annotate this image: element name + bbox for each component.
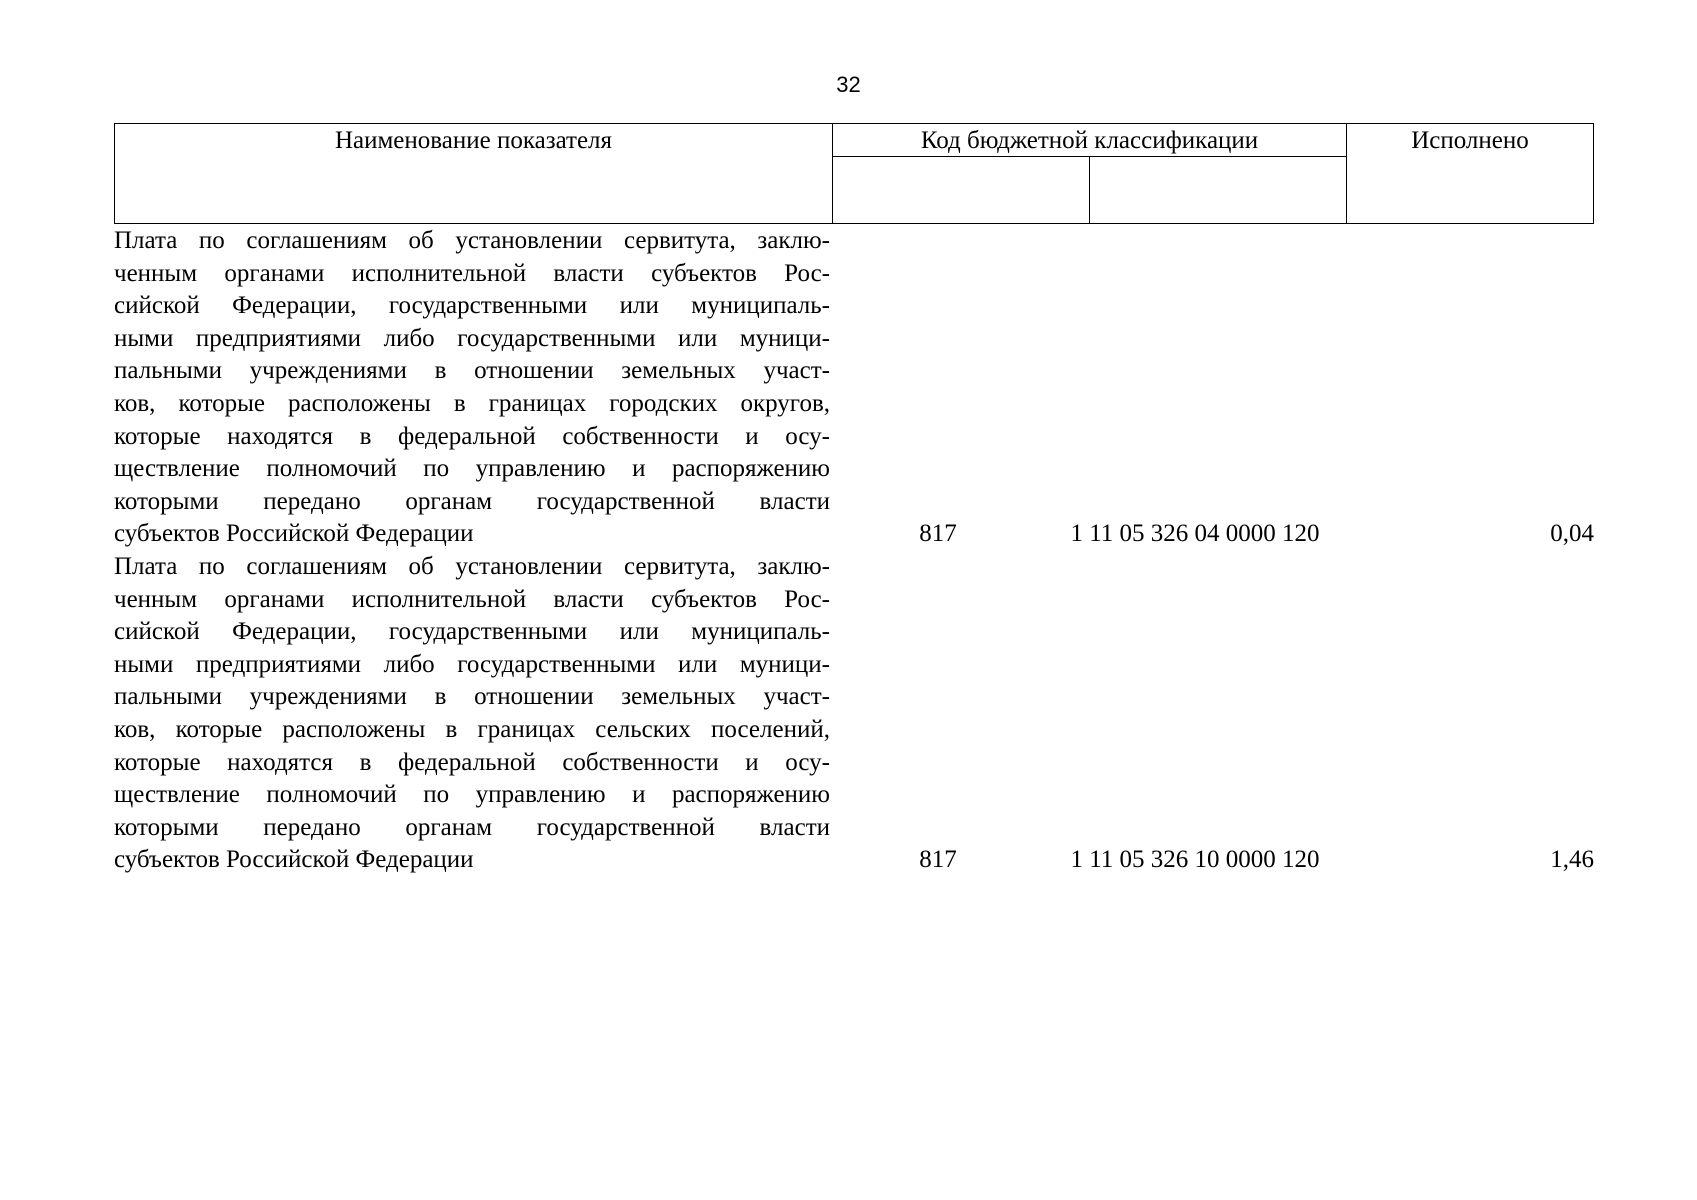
executed-value: 0,04 (1550, 520, 1594, 548)
description-line: ными предприятиями либо государственными или муници- (114, 324, 830, 352)
header-admin-code-cell (833, 157, 1090, 224)
class-code: 1 11 05 326 04 0000 120 (1070, 520, 1320, 548)
description-line: сийской Федерации, государственными или муниципаль- (114, 292, 830, 320)
description-line: сийской Федерации, государственными или муниципаль- (114, 618, 830, 646)
header-code-cell (833, 124, 1347, 157)
description-line: ченным органами исполнительной власти субъектов Рос- (114, 259, 830, 287)
description-line: ными предприятиями либо государственными или муници- (114, 650, 830, 678)
description-line: пальными учреждениями в отношении земельных участ- (114, 683, 830, 711)
description-line: ченным органами исполнительной власти субъектов Рос- (114, 585, 830, 613)
description-line: пальными учреждениями в отношении земельных участ- (114, 357, 830, 385)
row-description (114, 225, 830, 551)
header-class-code-cell (1090, 157, 1347, 224)
header-executed-cell (1347, 124, 1594, 224)
header-executed: Исполнено (1411, 127, 1529, 154)
description-line: Плата по соглашениям об установлении сервитута, заклю- (114, 553, 830, 580)
description-line: субъектов Российской Федерации (114, 846, 474, 874)
table-row (114, 225, 1594, 555)
table-header (114, 123, 1594, 224)
header-code: Код бюджетной классификации (920, 127, 1259, 154)
description-line: которыми передано органам государственной власти (114, 813, 830, 841)
page-number: 32 (836, 72, 861, 97)
executed-value: 1,46 (1550, 846, 1594, 874)
class-code: 1 11 05 326 10 0000 120 (1070, 846, 1320, 874)
header-name-cell (115, 124, 833, 224)
description-line: субъектов Российской Федерации (114, 520, 474, 548)
description-line: ществление полномочий по управлению и распоряжению (114, 455, 830, 483)
description-line: которые находятся в федеральной собственности и осу- (114, 422, 830, 450)
header-name: Наименование показателя (334, 127, 613, 154)
description-line: ков, которые расположены в границах городских округов, (114, 389, 830, 417)
description-line: которыми передано органам государственной власти (114, 487, 830, 515)
row-description (114, 551, 830, 877)
description-line: Плата по соглашениям об установлении сервитута, заклю- (114, 227, 830, 254)
description-line: ков, которые расположены в границах сельских поселений, (114, 715, 830, 743)
admin-code: 817 (919, 520, 957, 548)
description-line: ществление полномочий по управлению и распоряжению (114, 781, 830, 809)
table-row (114, 551, 1594, 881)
admin-code: 817 (919, 846, 957, 874)
description-line: которые находятся в федеральной собственности и осу- (114, 748, 830, 776)
